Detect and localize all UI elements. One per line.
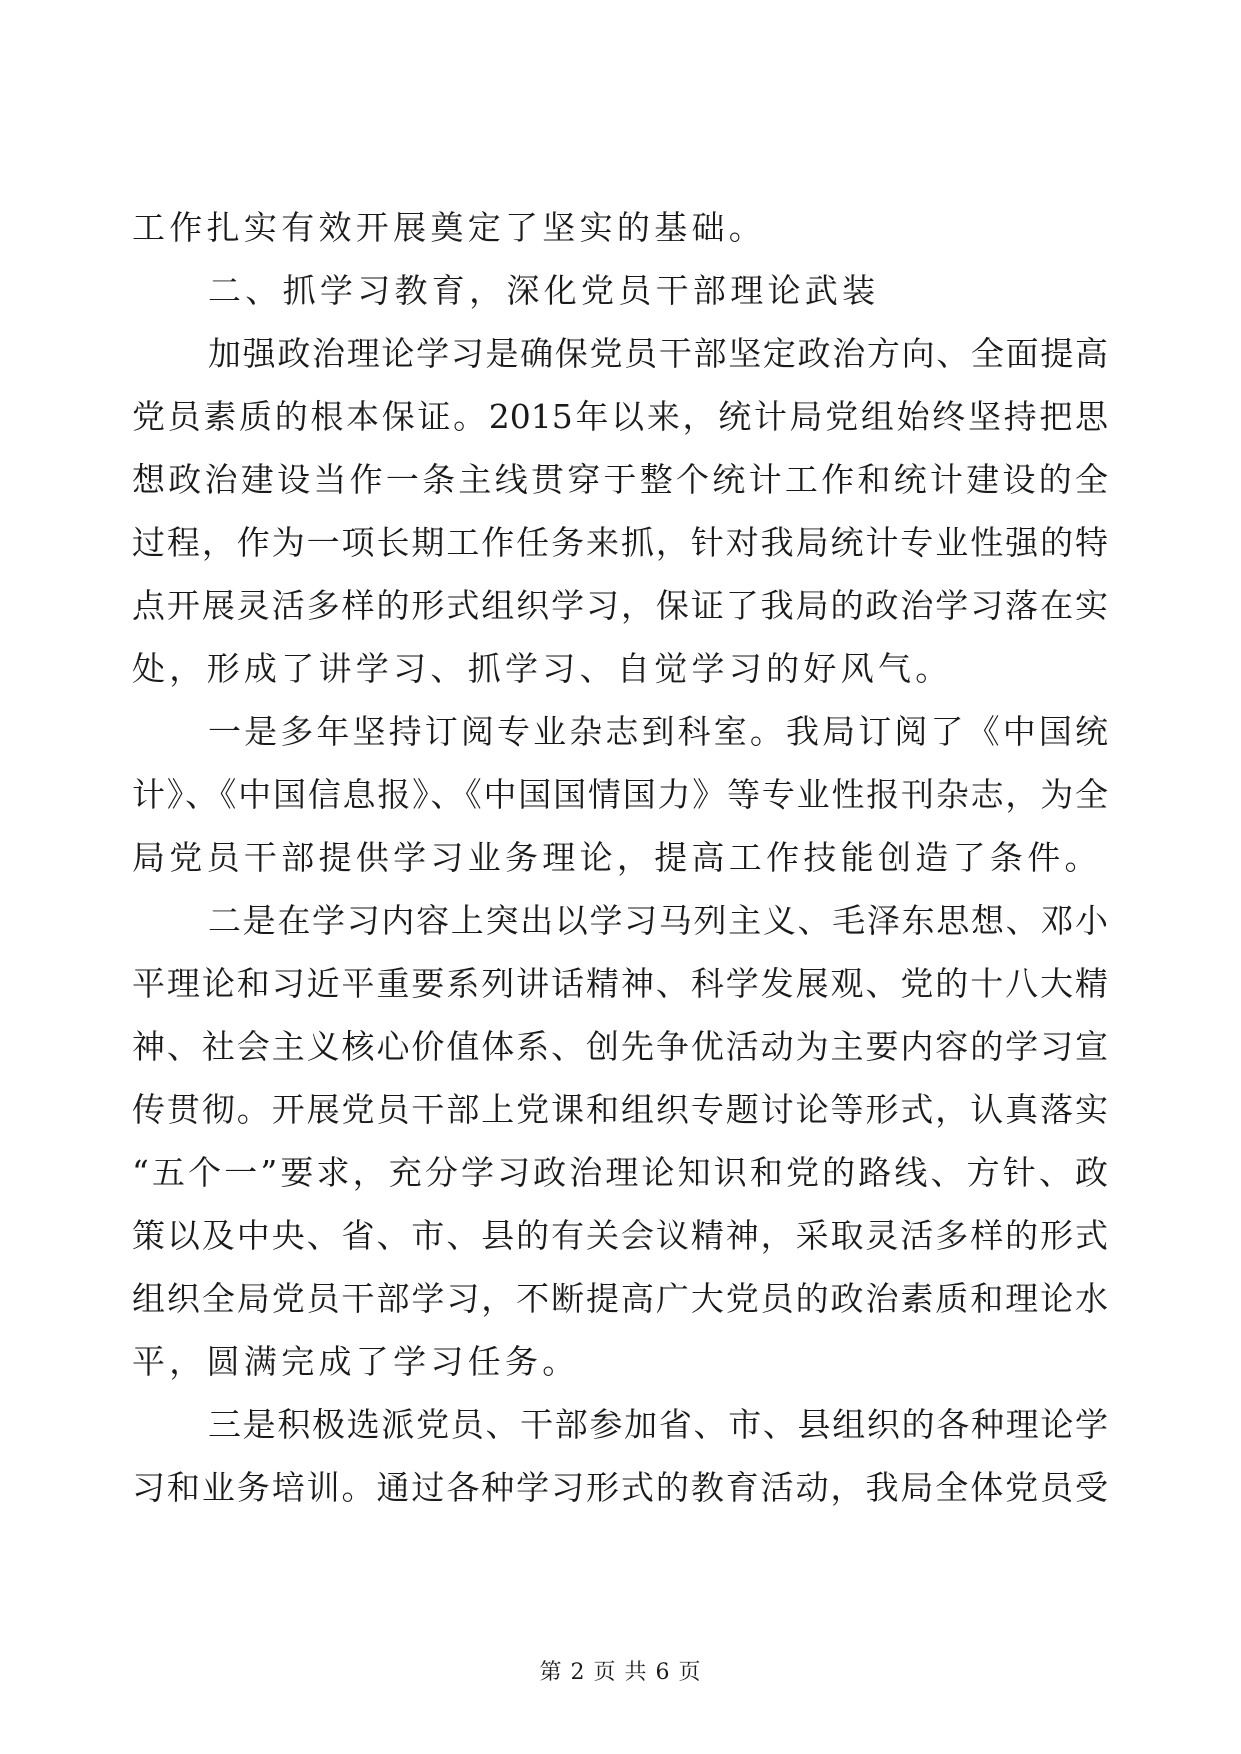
text-line: “五个一”要求，充分学习政治理论知识和党的路线、方针、政 <box>132 1153 1108 1192</box>
text-line: 神、社会主义核心价值体系、创先争优活动为主要内容的学习宣 <box>132 1027 1108 1066</box>
text-line: 党员素质的根本保证。2015年以来，统计局党组始终坚持把思 <box>132 397 1108 436</box>
text-line: 加强政治理论学习是确保党员干部坚定政治方向、全面提高 <box>208 334 1108 373</box>
text-line: 处，形成了讲学习、抓学习、自觉学习的好风气。 <box>132 649 953 688</box>
text-line: 平理论和习近平重要系列讲话精神、科学发展观、党的十八大精 <box>132 964 1108 1003</box>
text-line: 策以及中央、省、市、县的有关会议精神，采取灵活多样的形式 <box>132 1216 1108 1255</box>
text-line: 组织全局党员干部学习，不断提高广大党员的政治素质和理论水 <box>132 1279 1108 1318</box>
text-line: 平，圆满完成了学习任务。 <box>132 1342 580 1381</box>
text-line: 点开展灵活多样的形式组织学习，保证了我局的政治学习落在实 <box>132 586 1108 625</box>
text-line: 三是积极选派党员、干部参加省、市、县组织的各种理论学 <box>208 1405 1108 1444</box>
text-line: 工作扎实有效开展奠定了坚实的基础。 <box>132 208 767 247</box>
text-line: 想政治建设当作一条主线贯穿于整个统计工作和统计建设的全 <box>132 460 1108 499</box>
text-line: 过程，作为一项长期工作任务来抓，针对我局统计专业性强的特 <box>132 523 1108 562</box>
text-line: 一是多年坚持订阅专业杂志到科室。我局订阅了《中国统 <box>208 712 1108 751</box>
text-line: 习和业务培训。通过各种学习形式的教育活动，我局全体党员受 <box>132 1468 1108 1507</box>
page-number-footer: 第 2 页 共 6 页 <box>539 1660 702 1685</box>
text-line: 传贯彻。开展党员干部上党课和组织专题讨论等形式，认真落实 <box>132 1090 1108 1129</box>
text-line: 二是在学习内容上突出以学习马列主义、毛泽东思想、邓小 <box>208 901 1108 940</box>
text-line: 计》、《中国信息报》、《中国国情国力》等专业性报刊杂志，为全 <box>132 775 1108 814</box>
text-line: 局党员干部提供学习业务理论，提高工作技能创造了条件。 <box>132 838 1102 877</box>
section-heading: 二、抓学习教育，深化党员干部理论武装 <box>208 271 880 310</box>
